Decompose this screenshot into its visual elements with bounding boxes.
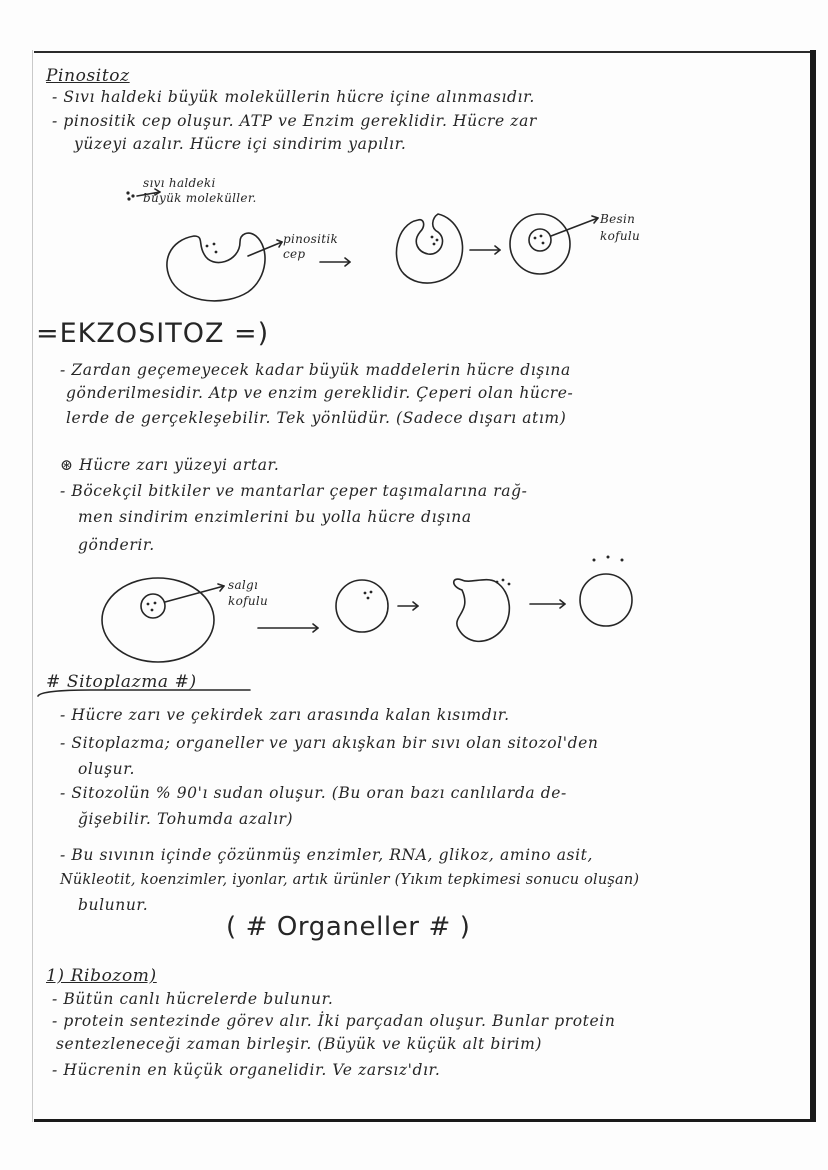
pinositoz-line-1: - Sıvı haldeki büyük moleküllerin hücre içine alınmasıdır. <box>52 88 535 106</box>
ribozom-line-3: sentezleneceği zaman birleşir. (Büyük ve küçük alt birim) <box>56 1035 543 1053</box>
ribozom-line-1: - Bütün canlı hücrelerde bulunur. <box>52 990 334 1008</box>
pinositoz-line-2: - pinositik cep oluşur. ATP ve Enzim gereklidir. Hücre zar <box>52 112 537 130</box>
ekzositoz-line-1: - Zardan geçemeyecek kadar büyük maddelerin hücre dışına <box>60 361 571 379</box>
sitoplazma-line-2: - Sitoplazma; organeller ve yarı akışkan bir sıvı olan sitozol'den <box>60 734 599 752</box>
sitoplazma-line-7: Nükleotit, koenzimler, iyonlar, artık ürünler (Yıkım tepkimesi sonucu oluşan) <box>60 872 640 888</box>
molecules-label-2: büyük moleküller. <box>143 191 257 205</box>
pinositoz-line-3: yüzeyi azalır. Hücre içi sindirim yapılır. <box>74 135 407 153</box>
vacuole-label-1: Besin <box>600 212 636 226</box>
sitoplazma-line-4: - Sitozolün % 90'ı sudan oluşur. (Bu oran bazı canlılarda de- <box>60 784 567 802</box>
ekzositoz-title: =EKZOSITOZ =) <box>36 318 270 349</box>
sitoplazma-line-1: - Hücre zarı ve çekirdek zarı arasında kalan kısımdır. <box>60 706 510 724</box>
pinositoz-title: Pinositoz <box>46 66 130 86</box>
pocket-label-1: pinositik <box>283 232 339 246</box>
ekzositoz-line-2: gönderilmesidir. Atp ve enzim gereklidir. Çeperi olan hücre- <box>66 384 574 402</box>
ribozom-line-2: - protein sentezinde görev alır. İki parçadan oluşur. Bunlar protein <box>52 1012 616 1030</box>
sitoplazma-line-8: bulunur. <box>78 896 149 914</box>
ekzositoz-note-1: ⊛ Hücre zarı yüzeyi artar. <box>60 456 280 474</box>
organeller-title: ( # Organeller # ) <box>226 912 471 942</box>
secretion-label-1: salgı <box>228 578 259 592</box>
sitoplazma-line-6: - Bu sıvının içinde çözünmüş enzimler, RNA, glikoz, amino asit, <box>60 846 594 864</box>
ekzositoz-note-3: men sindirim enzimlerini bu yolla hücre dışına <box>78 508 472 526</box>
molecules-label-1: sıvı haldeki <box>143 176 216 190</box>
sitoplazma-line-5: ğişebilir. Tohumda azalır) <box>78 810 294 828</box>
ekzositoz-line-3: lerde de gerçekleşebilir. Tek yönlüdür. (Sadece dışarı atım) <box>66 409 567 427</box>
ekzositoz-note-2: - Böcekçil bitkiler ve mantarlar çeper taşımalarına rağ- <box>60 482 528 500</box>
page-border-bottom <box>34 1119 813 1122</box>
vacuole-label-2: kofulu <box>600 229 641 243</box>
pocket-label-2: cep <box>283 247 306 261</box>
ribozom-line-4: - Hücrenin en küçük organelidir. Ve zarsız'dır. <box>52 1061 441 1079</box>
ekzositoz-note-4: gönderir. <box>78 536 155 554</box>
ribozom-title: 1) Ribozom) <box>46 966 157 986</box>
secretion-label-2: kofulu <box>228 594 269 608</box>
sitoplazma-title: # Sitoplazma #) <box>46 672 197 692</box>
sitoplazma-line-3: oluşur. <box>78 760 136 778</box>
